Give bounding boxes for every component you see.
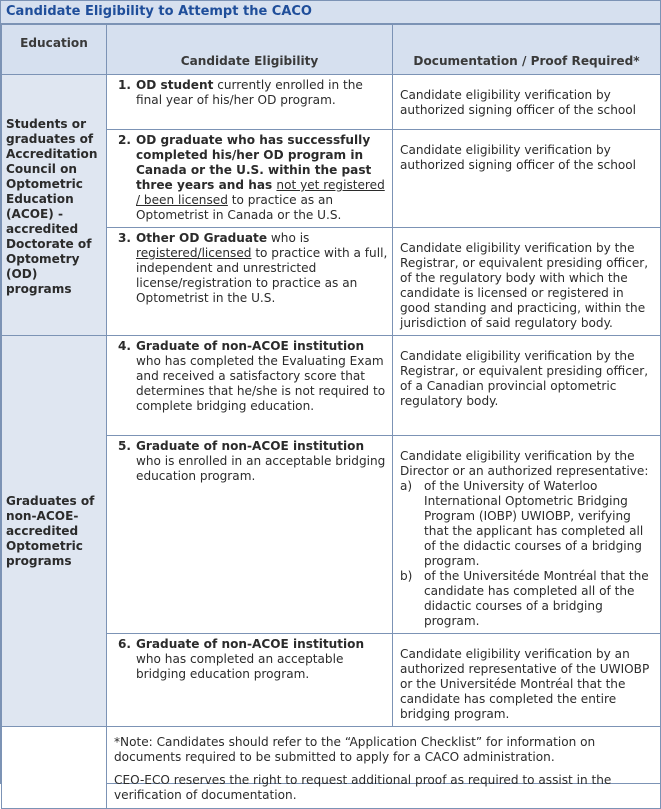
documentation-cell: Candidate eligibility verification by the Registrar, or equivalent presiding officer, of a Canadian provincial optometric regulatory body. — [393, 336, 661, 436]
row-number: 2. — [117, 133, 131, 147]
eligibility-rest: who has completed an acceptable bridging education program. — [136, 652, 344, 681]
documentation-cell: Candidate eligibility verification by the Registrar, or equivalent presiding officer, of the regulatory body with which the candidate is licensed or registered in good standing and practicing, within the jurisdiction of said regulatory body. — [393, 228, 661, 336]
eligibility-bold: Graduate of non-ACOE institution — [136, 339, 365, 353]
table-title-bar — [1, 1, 660, 24]
subitem-label: a) — [400, 479, 413, 493]
row-number: 6. — [117, 637, 131, 651]
header-row — [2, 25, 661, 75]
eligibility-cell — [107, 228, 393, 336]
eligibility-bold: Graduate of non-ACOE institution — [136, 637, 365, 651]
eligibility-cell — [107, 130, 393, 228]
header-eligibility: Candidate Eligibility — [107, 25, 393, 75]
eligibility-rest: currently enrolled in the final year of his/her OD program. — [136, 78, 363, 107]
header-documentation: Documentation / Proof Required* — [393, 25, 661, 75]
eligibility-bold: Other OD Graduate — [136, 231, 268, 245]
eligibility-cell — [107, 75, 393, 130]
eligibility-bold: OD graduate who has successfully completed his/her OD program in Canada or the U.S. within the past three years and has — [136, 133, 372, 192]
eligibility-rest: to practice as an Optometrist in Canada or the U.S. — [136, 193, 342, 222]
subitem-text: of the Universitéde Montréal that the candidate has completed all of the didactic courses of a bridging program. — [424, 569, 649, 628]
row-number: 3. — [117, 231, 131, 245]
eligibility-rest: who is enrolled in an acceptable bridging education program. — [136, 454, 386, 483]
group-acoe: Students or graduates of Accreditation Council on Optometric Education (ACOE) - accredited Doctorate of Optometry (OD) programs — [2, 75, 107, 336]
eligibility-rest-b: to practice with a full, independent and unrestricted license/registration to practice as an Optometrist in the U.S. — [136, 246, 388, 305]
eligibility-underline: registered/licensed — [136, 246, 252, 260]
notes-cell — [107, 727, 661, 809]
documentation-cell — [393, 436, 661, 634]
eligibility-cell — [107, 436, 393, 634]
eligibility-table — [1, 24, 661, 809]
eligibility-text — [136, 78, 388, 108]
row-number: 5. — [117, 439, 131, 453]
table-title: Candidate Eligibility to Attempt the CACO — [6, 4, 312, 19]
eligibility-text — [136, 133, 388, 223]
documentation-cell: Candidate eligibility verification by authorized signing officer of the school — [393, 75, 661, 130]
documentation-cell: Candidate eligibility verification by authorized signing officer of the school — [393, 130, 661, 228]
subitem-label: b) — [400, 569, 413, 583]
documentation-intro: Candidate eligibility verification by the Director or an authorized representative: — [400, 449, 649, 478]
eligibility-rest: who has completed the Evaluating Exam and received a satisfactory score that determines that he/she is not required to complete bridging education. — [136, 354, 386, 413]
notes-row — [2, 727, 661, 809]
eligibility-bold: Graduate of non-ACOE institution — [136, 439, 365, 453]
documentation-subitem — [400, 479, 656, 569]
subitem-text: of the University of Waterloo International Optometric Bridging Program (IOBP) UWIOBP, verifying that the applicant has completed all of the didactic courses of a bridging program. — [424, 479, 644, 568]
eligibility-cell — [107, 336, 393, 436]
eligibility-text — [136, 637, 388, 682]
table-row — [2, 336, 661, 436]
row-number: 1. — [117, 78, 131, 92]
eligibility-rest-a: who is — [267, 231, 310, 245]
note-documents: *Note: Candidates should refer to the “Application Checklist” for information on documents required to be submitted to apply for a CACO administration. — [114, 735, 596, 764]
eligibility-bold: OD student — [136, 78, 214, 92]
header-education: Education — [2, 25, 107, 75]
eligibility-text — [136, 231, 388, 306]
table-row — [2, 75, 661, 130]
notes-empty-cell — [2, 727, 107, 809]
row-number: 4. — [117, 339, 131, 353]
eligibility-text — [136, 439, 388, 484]
eligibility-underline: not yet registered / been licensed — [136, 178, 385, 207]
eligibility-text — [136, 339, 388, 414]
documentation-subitem — [400, 569, 656, 629]
note-additional-proof: CEO-ECO reserves the right to request additional proof as required to assist in the verification of documentation. — [114, 773, 612, 802]
documentation-cell: Candidate eligibility verification by an authorized representative of the UWIOBP or the Universitéde Montréal that the candidate has completed the entire bridging program. — [393, 634, 661, 727]
group-non-acoe: Graduates of non-ACOE-accredited Optometric programs — [2, 336, 107, 727]
eligibility-cell — [107, 634, 393, 727]
